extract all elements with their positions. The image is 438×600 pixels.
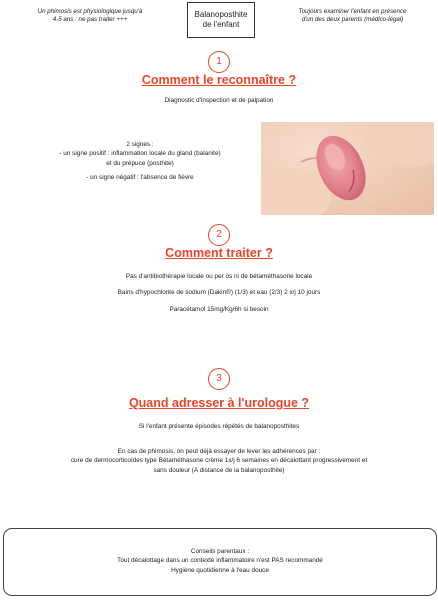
physiology-note <box>10 8 170 25</box>
phimosis-advice-line: cure de dermocorticoïdes type Bétaméthasone crème 1x/j 6 semaines en décalottant progressivement et <box>70 457 368 465</box>
page-title-line: Balanoposthite <box>194 9 248 19</box>
section1-heading: Comment le reconnaître ? <box>141 73 297 87</box>
page-title-line: de l'enfant <box>202 20 240 29</box>
parent-advice-box <box>3 528 437 596</box>
page-title <box>187 2 255 38</box>
sign-line: 2 signes : <box>126 141 154 148</box>
phimosis-advice-line: En cas de phimosis, on peut déjà essayer de lever les adhérences par : <box>117 448 321 455</box>
phimosis-advice <box>0 447 438 475</box>
section1-number: 1 <box>208 51 230 73</box>
referral-criterion: Si l'enfant présente épisodes répétés de balanoposthites <box>138 423 300 430</box>
medicolegal-note-line: Toujours examiner l'enfant en présence <box>298 8 407 15</box>
section3-heading: Quand adresser à l'urologue ? <box>128 396 310 410</box>
treatment-line: Paracétamol 15mg/Kg/6h si besoin <box>169 306 269 313</box>
physiology-note-line: 4-5 ans : ne pas traiter +++ <box>52 16 128 24</box>
parent-advice-text <box>4 547 436 575</box>
treatment-line: Pas d'antibiothérapie locale ou per os ni de bétaméthasone locale <box>125 273 313 280</box>
treatment-line: Bains d'hypochlorite de sodium (Dakin®) (1/3) et eau (2/3) 2 x/j 10 jours <box>117 289 321 296</box>
medicolegal-note <box>270 8 435 25</box>
medicolegal-note-line: d'un des deux parents (médico-légal) <box>301 16 404 24</box>
section2-number: 2 <box>208 224 230 246</box>
section1-signs <box>25 140 255 182</box>
phimosis-advice-line: sans douleur (A distance de la balanoposthite) <box>153 466 285 474</box>
clinical-photo-illustration <box>261 122 434 215</box>
sign-line: et du prépuce (posthite) <box>106 159 174 167</box>
sign-line: - un signe négatif : l'absence de fièvre <box>86 173 194 181</box>
section1-subtitle: Diagnostic d'inspection et de palpation <box>164 97 274 104</box>
physiology-note-line: Un phimosis est physiologique jusqu'à <box>37 8 143 15</box>
parent-advice-line: Conseils parentaux : <box>190 548 250 555</box>
section3-number: 3 <box>208 368 230 390</box>
parent-advice-line: Hygiène quotidienne à l'eau douce <box>171 566 269 574</box>
clinical-photo <box>261 122 434 215</box>
section2-heading: Comment traiter ? <box>165 246 273 260</box>
sign-line: - un signe positif : inflammation locale du gland (balanite) <box>59 150 221 158</box>
parent-advice-line: Tout décalottage dans un contexte inflammatoire n'est PAS recommandé <box>117 557 323 565</box>
